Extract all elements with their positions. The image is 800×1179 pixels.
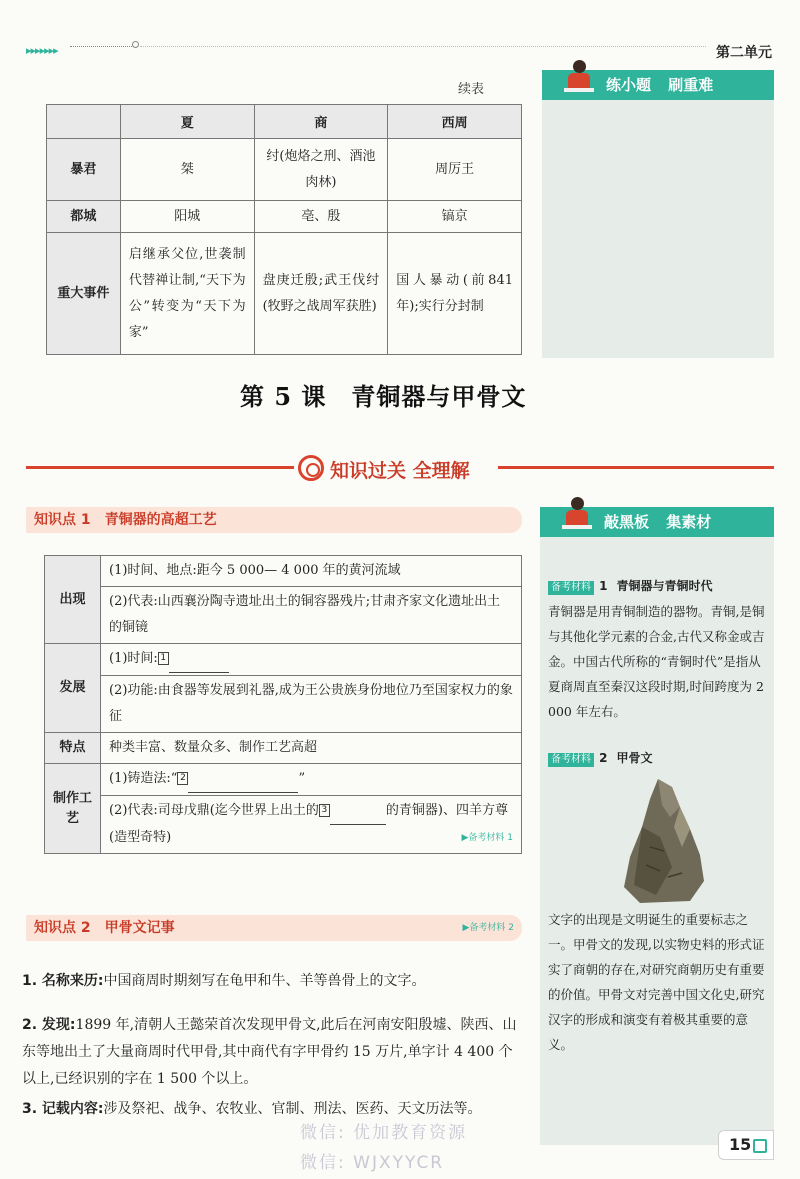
header-rule — [140, 46, 706, 47]
table-cell: 亳、殷 — [254, 201, 388, 233]
bronze-table — [44, 555, 522, 854]
table-cell: 阳城 — [120, 201, 254, 233]
row-header: 特点 — [45, 733, 101, 764]
panel-title-b: 刷重难 — [668, 76, 714, 94]
table-cell: 国人暴动(前841年);实行分封制 — [388, 233, 522, 355]
cell-text: (1)铸造法:“ — [109, 771, 178, 786]
table-row — [45, 644, 522, 676]
table-cell: (1)时间、地点:距今 5 000— 4 000 年的黄河流域 — [101, 556, 522, 587]
cell-text: (2)代表:司母戊鼎(迄今世界上出土的 — [109, 803, 319, 818]
item-text: 涉及祭祀、战争、农牧业、官制、刑法、医药、天文历法等。 — [103, 1101, 482, 1117]
table-row — [45, 556, 522, 587]
material-link[interactable]: ▶备考材料 1 — [461, 833, 513, 843]
item-label: 1. 名称来历: — [22, 973, 104, 989]
panel-title-a: 练小题 — [606, 76, 652, 94]
row-header: 制作工艺 — [45, 764, 101, 854]
material-tag: 备考材料 — [548, 581, 594, 595]
knowledge-point-2-heading — [26, 915, 522, 941]
unit-title: 第二单元 — [716, 45, 772, 61]
knowledge-point-1-heading: 知识点 1 青铜器的高超工艺 — [26, 507, 522, 533]
panel-title-a: 敲黑板 — [604, 513, 650, 531]
table-header-cell: 商 — [254, 105, 388, 139]
continued-label: 续表 — [458, 82, 485, 97]
table-cell: 纣(炮烙之刑、酒池肉林) — [254, 139, 388, 201]
table-header-cell: 夏 — [120, 105, 254, 139]
row-header: 出现 — [45, 556, 101, 644]
page-number-box — [718, 1130, 774, 1160]
table-row — [45, 764, 522, 796]
lesson-title: 第 5 课 青铜器与甲骨文 — [240, 382, 527, 411]
oracle-bone-image — [620, 777, 706, 905]
material-title: 甲骨文 — [616, 751, 653, 765]
material-link[interactable]: ▶备考材料 2 — [462, 923, 514, 933]
page-number: 15 — [729, 1135, 752, 1154]
table-cell: 周厉王 — [388, 139, 522, 201]
watermark-line-2: 微信: WJXYYCR — [300, 1153, 445, 1173]
dynasty-table — [46, 104, 522, 355]
row-header: 重大事件 — [47, 233, 121, 355]
table-cell: (2)功能:由食器等发展到礼器,成为王公贵族身份地位乃至国家权力的象征 — [101, 676, 522, 733]
blank-number: 3 — [319, 804, 330, 817]
table-row — [45, 587, 522, 644]
row-header: 发展 — [45, 644, 101, 733]
table-cell: (2)代表:山西襄汾陶寺遗址出土的铜容器残片;甘肃齐家文化遗址出土的铜镜 — [101, 587, 522, 644]
table-row — [45, 676, 522, 733]
item-text: 中国商周时期刻写在龟甲和牛、羊等兽骨上的文字。 — [103, 973, 426, 989]
practice-panel — [542, 70, 774, 358]
target-icon — [298, 455, 324, 481]
banner-rule-left — [26, 466, 294, 469]
answer-blank-3[interactable] — [330, 798, 386, 825]
material-1 — [548, 575, 766, 724]
materials-panel — [540, 507, 774, 1145]
watermark-line-1: 微信: 优加教育资源 — [300, 1123, 468, 1143]
banner-rule-right — [498, 466, 774, 469]
material-text: 青铜器是用青铜制造的器物。青铜,是铜与其他化学元素的合金,古代又称金或吉金。中国古代所称的“青铜时代”是指从夏商周直至秦汉这段时期,时间跨度为 2 000 年左右。 — [548, 604, 765, 719]
material-title: 青铜器与青铜时代 — [616, 579, 713, 593]
material-2-header — [548, 747, 766, 767]
item-text: 1899 年,清朝人王懿荣首次发现甲骨文,此后在河南安阳殷墟、陕西、山东等地出土了大量商周时代甲骨,其中商代有字甲骨约 15 万片,单字计 4 400 个以上,已经识别的字在 1 500 个以上。 — [22, 1017, 517, 1087]
item-label: 3. 记载内容: — [22, 1101, 104, 1117]
teacher-figure-icon — [562, 497, 592, 537]
table-cell — [101, 764, 522, 796]
table-cell — [101, 644, 522, 676]
header-circle-icon — [132, 41, 139, 48]
cell-text: ” — [298, 771, 306, 786]
kp2-title: 知识点 2 甲骨文记事 — [34, 920, 175, 936]
student-figure-icon — [564, 60, 594, 100]
table-cell — [101, 796, 522, 854]
table-cell: 启继承父位,世袭制代替禅让制,“天下为公”转变为“天下为家” — [120, 233, 254, 355]
blank-number: 1 — [158, 652, 169, 665]
table-cell: 镐京 — [388, 201, 522, 233]
table-header-cell — [47, 105, 121, 139]
material-number: 2 — [599, 751, 608, 765]
table-cell: 种类丰富、数量众多、制作工艺高超 — [101, 733, 522, 764]
blank-number: 2 — [177, 772, 188, 785]
answer-blank-1[interactable] — [169, 646, 229, 673]
section-banner: 知识过关 全理解 — [330, 460, 470, 482]
table-row — [47, 233, 522, 355]
item-label: 2. 发现: — [22, 1017, 76, 1033]
table-cell: 桀 — [120, 139, 254, 201]
table-header-cell: 西周 — [388, 105, 522, 139]
cell-text: (1)时间: — [109, 651, 158, 666]
header-divider — [70, 46, 132, 47]
practice-panel-header — [542, 70, 774, 100]
cell-text: 的青铜器)、四羊方尊(造型奇特) — [109, 803, 508, 845]
row-header: 暴君 — [47, 139, 121, 201]
material-tag: 备考材料 — [548, 753, 594, 767]
list-item — [22, 968, 522, 995]
material-text: 文字的出现是文明诞生的重要标志之一。甲骨文的发现,以实物史料的形式证实了商朝的存在,对研究商朝历史有重要的价值。甲骨文对完善中国文化史,研究汉字的形成和演变有着极其重要的意义。 — [548, 912, 765, 1052]
book-icon — [753, 1139, 767, 1153]
answer-blank-2[interactable] — [188, 766, 298, 793]
materials-panel-header — [540, 507, 774, 537]
table-header-row — [47, 105, 522, 139]
list-item — [22, 1012, 522, 1093]
table-row — [47, 139, 522, 201]
table-row — [45, 733, 522, 764]
table-cell: 盘庚迁殷;武王伐纣(牧野之战周军获胜) — [254, 233, 388, 355]
material-number: 1 — [599, 579, 608, 593]
table-row — [45, 796, 522, 854]
header-arrows: ▸▸▸▸▸▸▸ — [26, 44, 58, 57]
table-row — [47, 201, 522, 233]
panel-title-b: 集素材 — [666, 513, 712, 531]
row-header: 都城 — [47, 201, 121, 233]
